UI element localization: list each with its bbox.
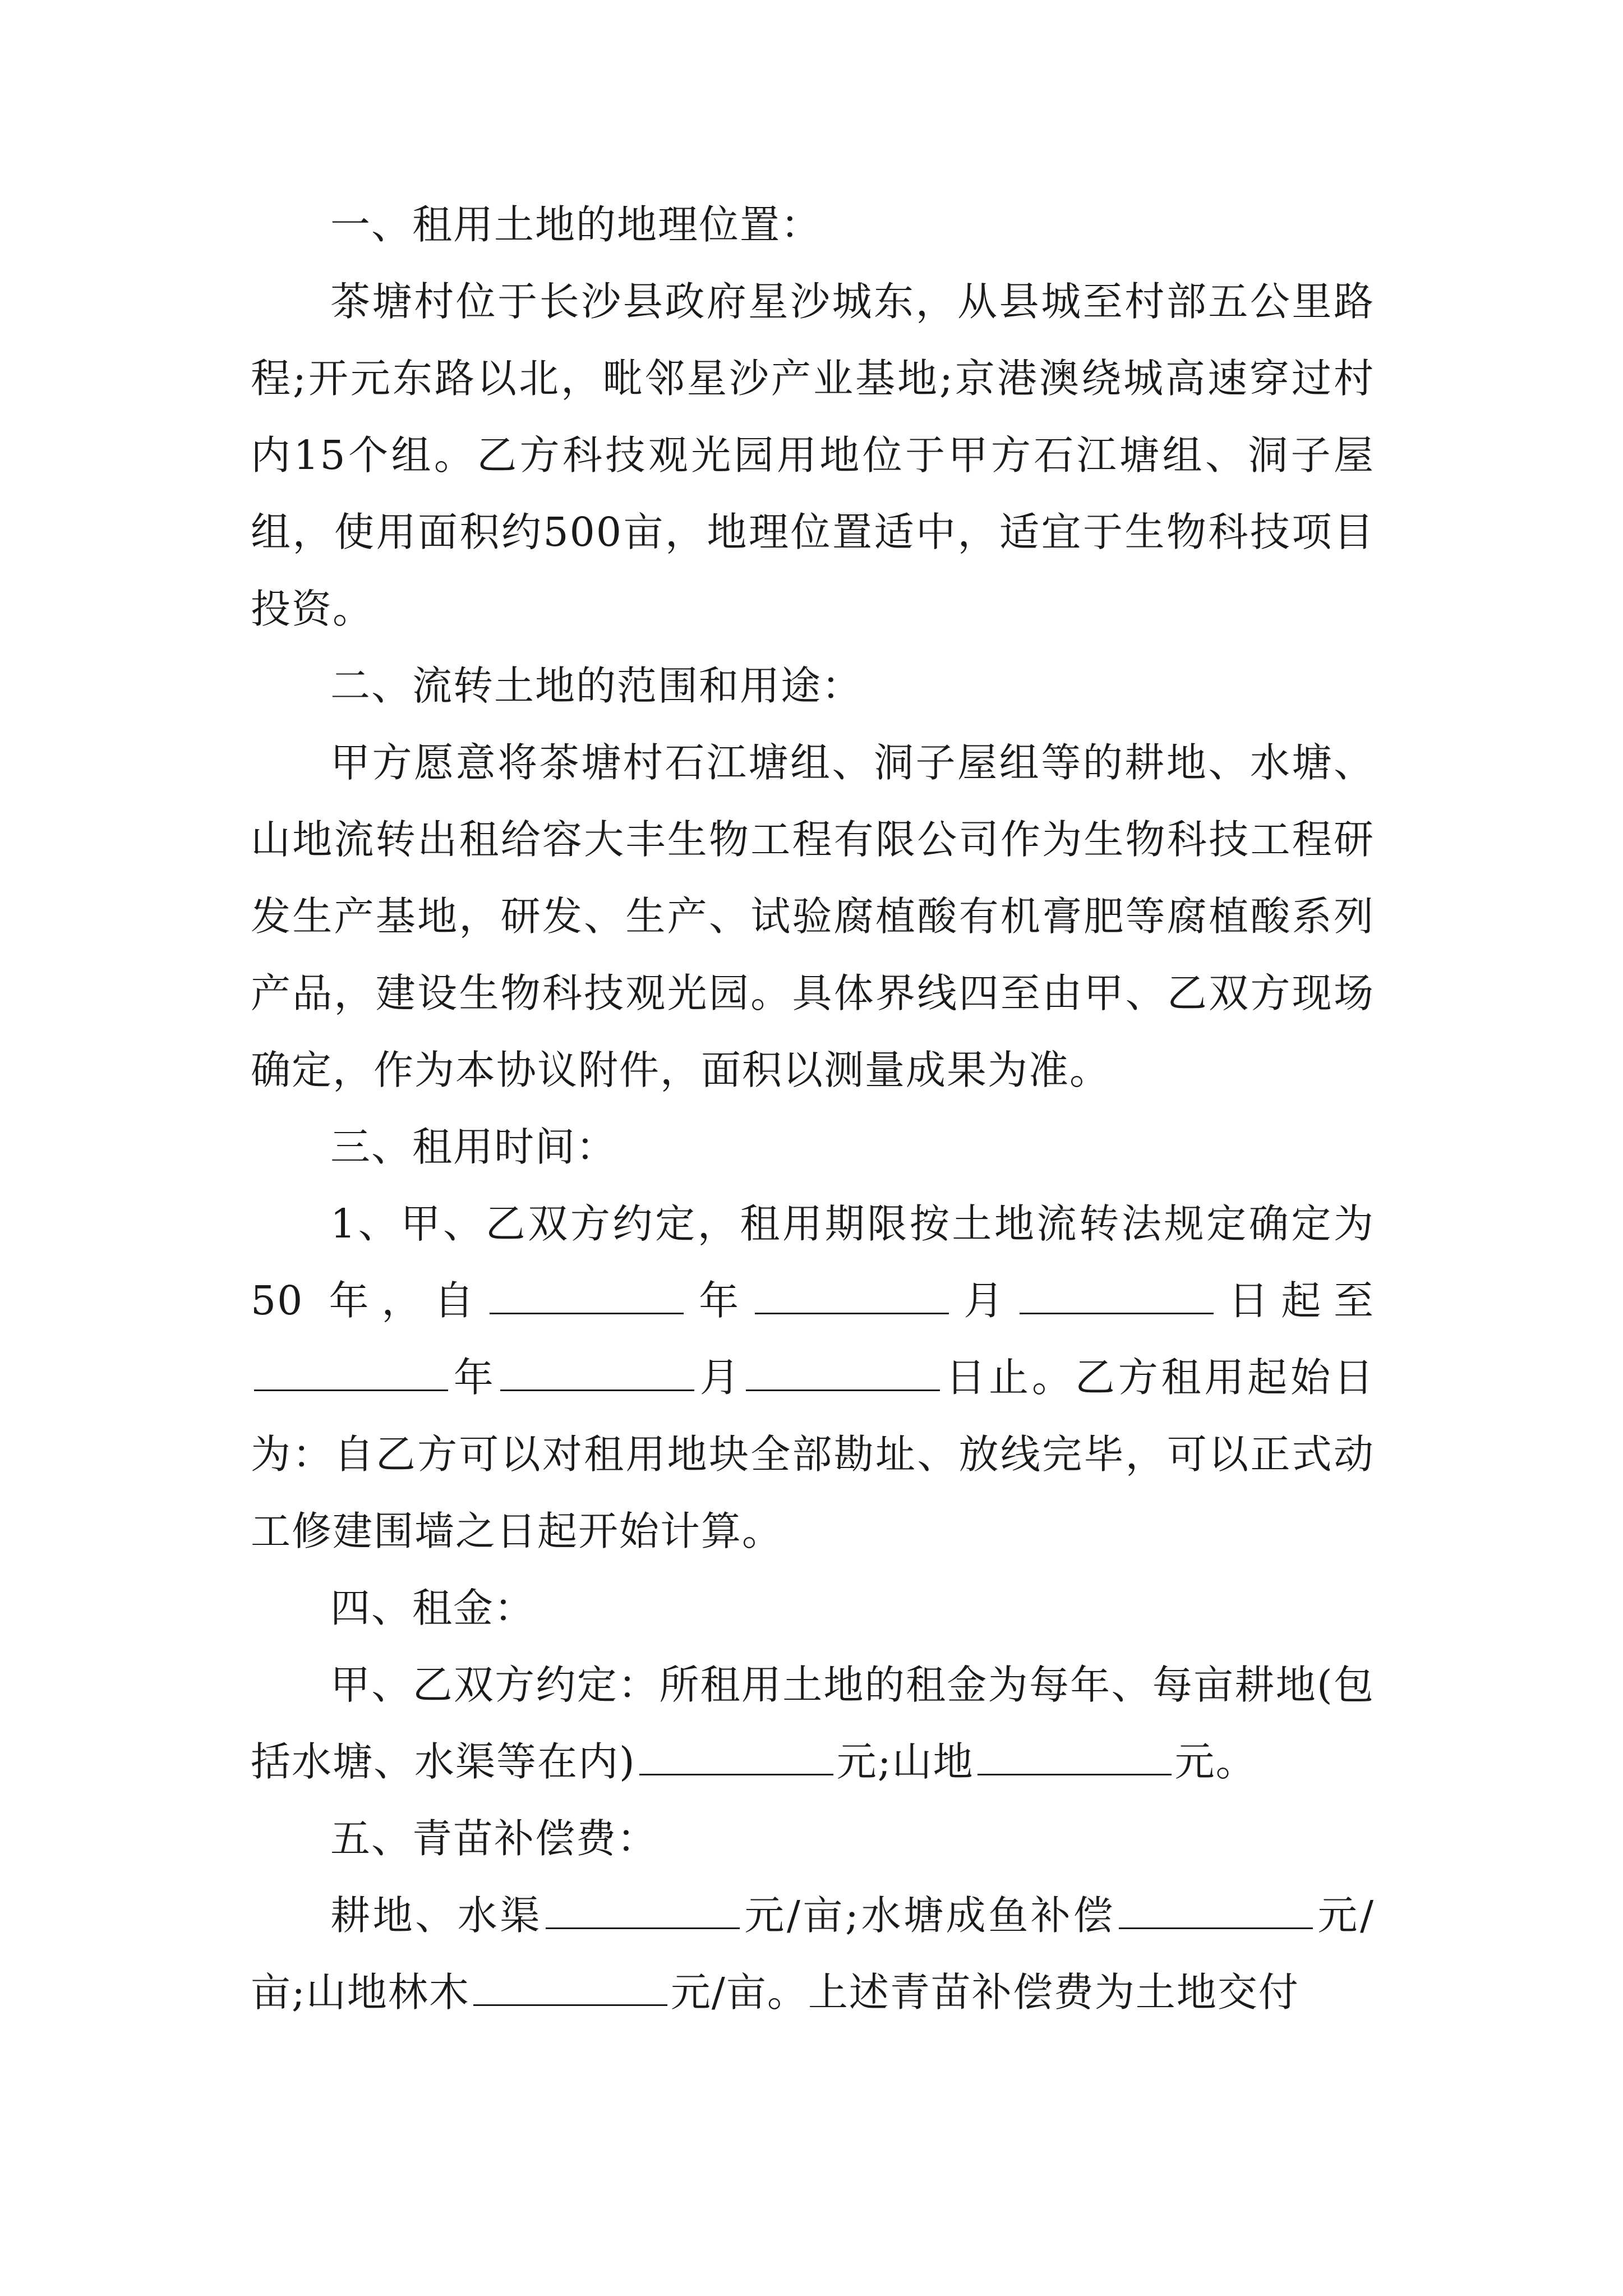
end-month-blank (500, 1354, 694, 1391)
end-year-blank (254, 1354, 448, 1391)
start-year-blank (490, 1277, 684, 1314)
fishpond-comp-blank (1119, 1892, 1313, 1929)
term-text-5: 年 (451, 1354, 497, 1401)
start-day-blank (1020, 1277, 1214, 1314)
term-text-7: 日止。乙方租用起始日为：自乙方可以对租用地块全部勘址、放线完毕，可以正式动工修建围墙之日起开始计算。 (251, 1354, 1375, 1554)
comp-text-2: 元/亩;水塘成鱼补偿 (743, 1892, 1115, 1939)
rent-text-1: 甲、乙双方约定：所租用土地的租金为每年、每亩耕地(包括水塘、水渠等在内) (251, 1662, 1375, 1785)
end-day-blank (746, 1354, 940, 1391)
term-text-6: 月 (697, 1354, 743, 1401)
forest-comp-blank (473, 1968, 667, 2006)
comp-text-1: 耕地、水渠 (330, 1892, 542, 1939)
term-text-4: 日起至 (1217, 1277, 1375, 1324)
section-5-body (251, 1877, 1375, 2031)
section-1-heading: 一、租用土地的地理位置： (330, 201, 822, 248)
section-2-heading: 二、流转土地的范围和用途： (330, 662, 863, 709)
term-text-1: 1、甲、乙双方约定，租用期限按土地流转法规定确定为 50 年，自 (251, 1200, 1375, 1324)
section-5-heading: 五、青苗补偿费： (330, 1815, 658, 1862)
section-3-body (251, 1185, 1375, 1570)
rent-text-3: 元。 (1174, 1738, 1257, 1785)
comp-text-3: 元/亩;山地林木 (251, 1892, 1375, 2016)
farmland-rent-blank (639, 1738, 833, 1775)
start-month-blank (755, 1277, 949, 1314)
section-2-body: 甲方愿意将茶塘村石江塘组、洞子屋组等的耕地、水塘、山地流转出租给容大丰生物工程有限公司作为生物科技工程研发生产基地，研发、生产、试验腐植酸有机膏肥等腐植酸系列产品，建设生物科技观光园。具体界线四至由甲、乙双方现场确定，作为本协议附件，面积以测量成果为准。 (251, 739, 1375, 1093)
section-4-body (251, 1646, 1375, 1800)
mountain-rent-blank (978, 1738, 1172, 1775)
rent-text-2: 元;山地 (836, 1738, 974, 1785)
term-text-2: 年 (687, 1277, 751, 1324)
comp-text-4: 元/亩。上述青苗补偿费为土地交付 (670, 1969, 1299, 2016)
farmland-comp-blank (546, 1892, 740, 1929)
term-text-3: 月 (952, 1277, 1017, 1324)
section-1-body: 茶塘村位于长沙县政府星沙城东，从县城至村部五公里路程;开元东路以北，毗邻星沙产业基地;京港澳绕城高速穿过村内15个组。乙方科技观光园用地位于甲方石江塘组、洞子屋组，使用面积约500亩，地理位置适中，适宜于生物科技项目投资。 (251, 278, 1375, 632)
section-3-heading: 三、租用时间： (330, 1124, 617, 1170)
document-page (251, 186, 1375, 2031)
section-4-heading: 四、租金： (330, 1585, 536, 1631)
